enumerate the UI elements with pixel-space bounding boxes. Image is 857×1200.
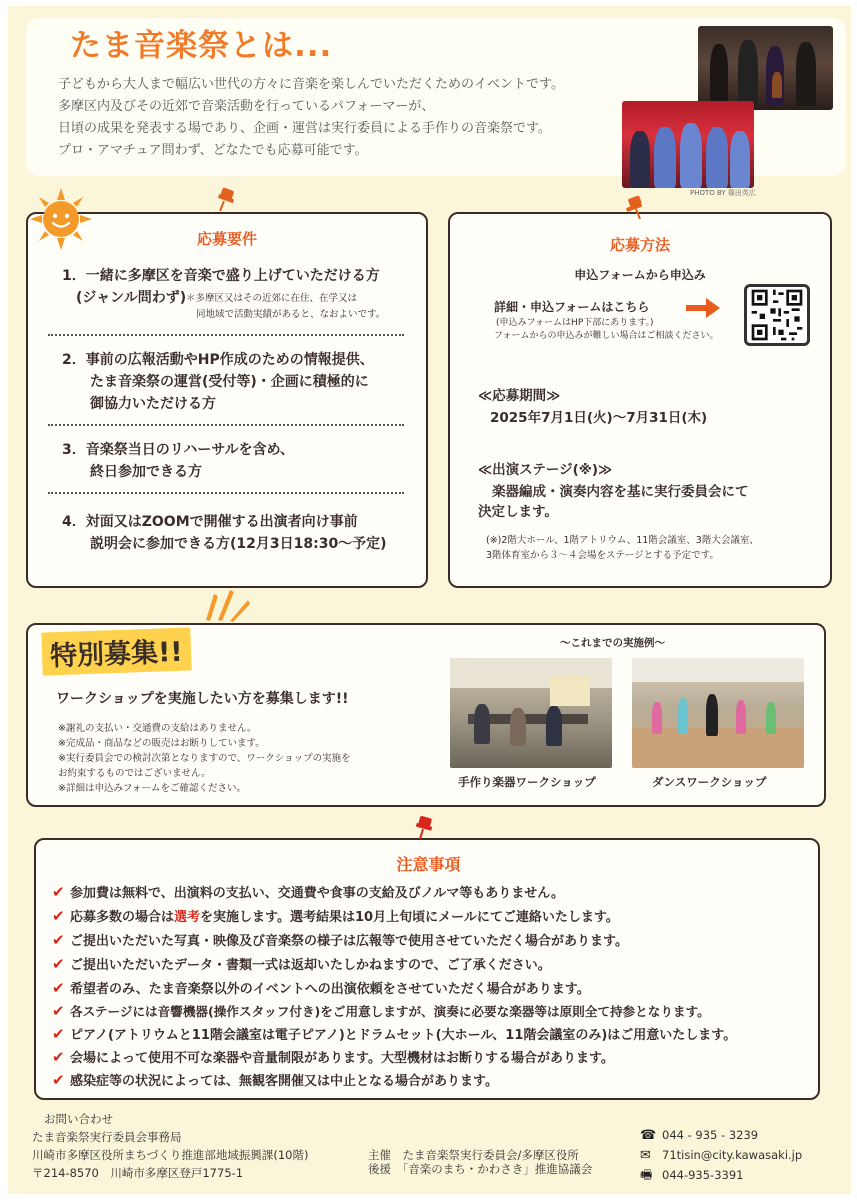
form-note: フォームからの申込みが難しい場合はご相談ください。 [494,331,719,341]
pushpin-icon [622,194,648,220]
divider [48,424,404,426]
instrument-workshop-photo [450,658,612,768]
divider [48,334,404,336]
requirement-3: 3．音楽祭当日のリハーサルを含め、 [62,442,295,458]
form-link-label[interactable]: 詳細・申込フォームはこちら [494,300,650,314]
note-item: ✔ ピアノ(アトリウムと11階会議室は電子ピアノ)とドラムセット(大ホール、11階会議室のみ)はご用意いたします。 [52,1025,737,1043]
requirement-2: 2．事前の広報活動やHP作成のための情報提供、 [62,352,374,368]
special-note: お約束するものではございません。 [58,768,211,779]
note-item: ✔ 応募多数の場合は選考を実施します。選考結果は10月上旬頃にメールにてご連絡いたします。 [52,907,619,925]
method-title: 応募方法 [609,236,670,254]
stage-description: 楽器編成・演奏内容を基に実行委員会にて [492,484,749,500]
qr-code[interactable] [744,284,810,346]
intro-line: プロ・アマチュア問わず、どなたでも応募可能です。 [58,143,368,158]
requirement-1-note: ＊多摩区又はその近郊に在住、在学又は [186,293,358,304]
dance-workshop-caption: ダンスワークショップ [652,775,767,789]
special-title: 特別募集!! [41,627,191,675]
requirement-1-genre: (ジャンル問わず) [76,290,187,306]
stage-title: ≪出演ステージ(※)≫ [478,462,613,478]
special-note: ※謝礼の支払い・交通費の支給はありません。 [58,723,257,734]
contact-org: たま音楽祭実行委員会事務局 [32,1130,182,1144]
photo-credit: PHOTO BY 篠田英広 [690,189,756,197]
special-lead: ワークショップを実施したい方を募集します!! [56,691,349,707]
requirements-title: 応募要件 [196,230,257,248]
phone-icon: ☎ [640,1128,657,1143]
requirement-4: 4．対面又はZOOMで開催する出演者向け事前 [62,514,358,530]
stage-note: 3階体育室から３～４会場をステージとする予定です。 [486,550,719,561]
note-item: ✔ 感染症等の状況によっては、無観客開催又は中止となる場合があります。 [52,1071,498,1089]
arrow-right-icon [686,298,720,318]
contact-dept: 川崎市多摩区役所まちづくり推進部地域振興課(10階) [32,1148,309,1162]
note-item: ✔ 参加費は無料で、出演料の支払い、交通費や食事の支給及びノルマ等もありません。 [52,883,565,901]
check-icon: ✔ [52,1002,65,1020]
check-icon: ✔ [52,1048,65,1066]
check-icon: ✔ [52,955,65,973]
instrument-workshop-caption: 手作り楽器ワークショップ [458,775,596,789]
ensemble-photo [698,26,833,110]
requirement-2: 御協力いただける方 [90,396,216,412]
requirement-2: たま音楽祭の運営(受付等)・企画に積極的に [90,374,369,390]
dance-workshop-photo [632,658,804,768]
email-contact[interactable]: ✉ 71tisin@city.kawasaki.jp [640,1148,803,1163]
organizer: 主催 たま音楽祭実行委員会/多摩区役所 [368,1148,579,1162]
intro-title: たま音楽祭とは... [70,28,333,64]
intro-line: 子どもから大人まで幅広い世代の方々に音楽を楽しんでいただくためのイベントです。 [58,77,564,92]
requirement-4: 説明会に参加できる方(12月3日18:30～予定) [90,536,387,552]
burst-lines-icon [200,586,254,622]
examples-title: ～これまでの実施例～ [560,637,665,649]
check-icon: ✔ [52,931,65,949]
requirement-3: 終日参加できる方 [90,464,202,480]
check-icon: ✔ [52,979,65,997]
intro-line: 多摩区内及びその近郊で音楽活動を行っているパフォーマーが、 [58,99,435,114]
check-icon: ✔ [52,907,65,925]
phone-contact[interactable]: ☎ 044 ‐ 935 ‐ 3239 [640,1128,759,1143]
special-note: ※実行委員会での検討次第となりますので、ワークショップの実施を [58,753,351,764]
form-note: (申込みフォームはHP下部にあります。) [496,318,654,328]
contact-address: 〒214‐8570 川崎市多摩区登戸1775‐1 [32,1166,244,1180]
method-subtitle: 申込フォームから申込み [574,268,706,282]
note-item: ✔ 会場によって使用不可な楽器や音量制限があります。大型機材はお断りする場合があります。 [52,1048,614,1066]
application-period: 2025年7月1日(火)～7月31日(木) [490,410,708,426]
check-icon: ✔ [52,1071,65,1089]
fax-contact: 🖷 044-935-3391 [640,1168,744,1183]
requirement-1: 1．一緒に多摩区を音楽で盛り上げていただける方 [62,268,380,284]
check-icon: ✔ [52,883,65,901]
stage-description: 決定します。 [478,504,558,520]
divider [48,492,404,494]
period-title: ≪応募期間≫ [478,388,561,404]
requirement-1-note: 同地域で活動実績があると、なおよいです。 [196,309,386,320]
qr-code-icon [747,287,807,343]
special-note: ※詳細は申込みフォームをご確認ください。 [58,783,246,794]
stage-note: (※)2階大ホール、1階アトリウム、11階会議室、3階大会議室、 [486,535,759,546]
fax-icon: 🖷 [640,1168,653,1183]
mail-icon: ✉ [640,1148,651,1163]
notes-title: 注意事項 [396,855,461,874]
note-item: ✔ ご提出いただいた写真・映像及び音楽祭の様子は広報等で使用させていただく場合があります。 [52,931,628,949]
contact-title: お問い合わせ [44,1112,113,1126]
special-note: ※完成品・商品などの販売はお断りしています。 [58,738,265,749]
note-item: ✔ 希望者のみ、たま音楽祭以外のイベントへの出演依頼をさせていただく場合があります。 [52,979,590,997]
pushpin-icon [214,186,240,212]
check-icon: ✔ [52,1025,65,1043]
note-item: ✔ ご提出いただいたデータ・書類一式は返却いたしかねますので、ご了承ください。 [52,955,551,973]
note-item: ✔ 各ステージには音響機器(操作スタッフ付き)をご用意しますが、演奏に必要な楽器等は原則全て持参となります。 [52,1002,710,1020]
intro-text [58,74,638,162]
sponsor: 後援 「音楽のまち・かわさき」推進協議会 [368,1162,593,1176]
pushpin-icon [412,814,438,840]
intro-line: 日頃の成果を発表する場であり、企画・運営は実行委員による手作りの音楽祭です。 [58,121,551,136]
choir-photo [622,101,754,188]
